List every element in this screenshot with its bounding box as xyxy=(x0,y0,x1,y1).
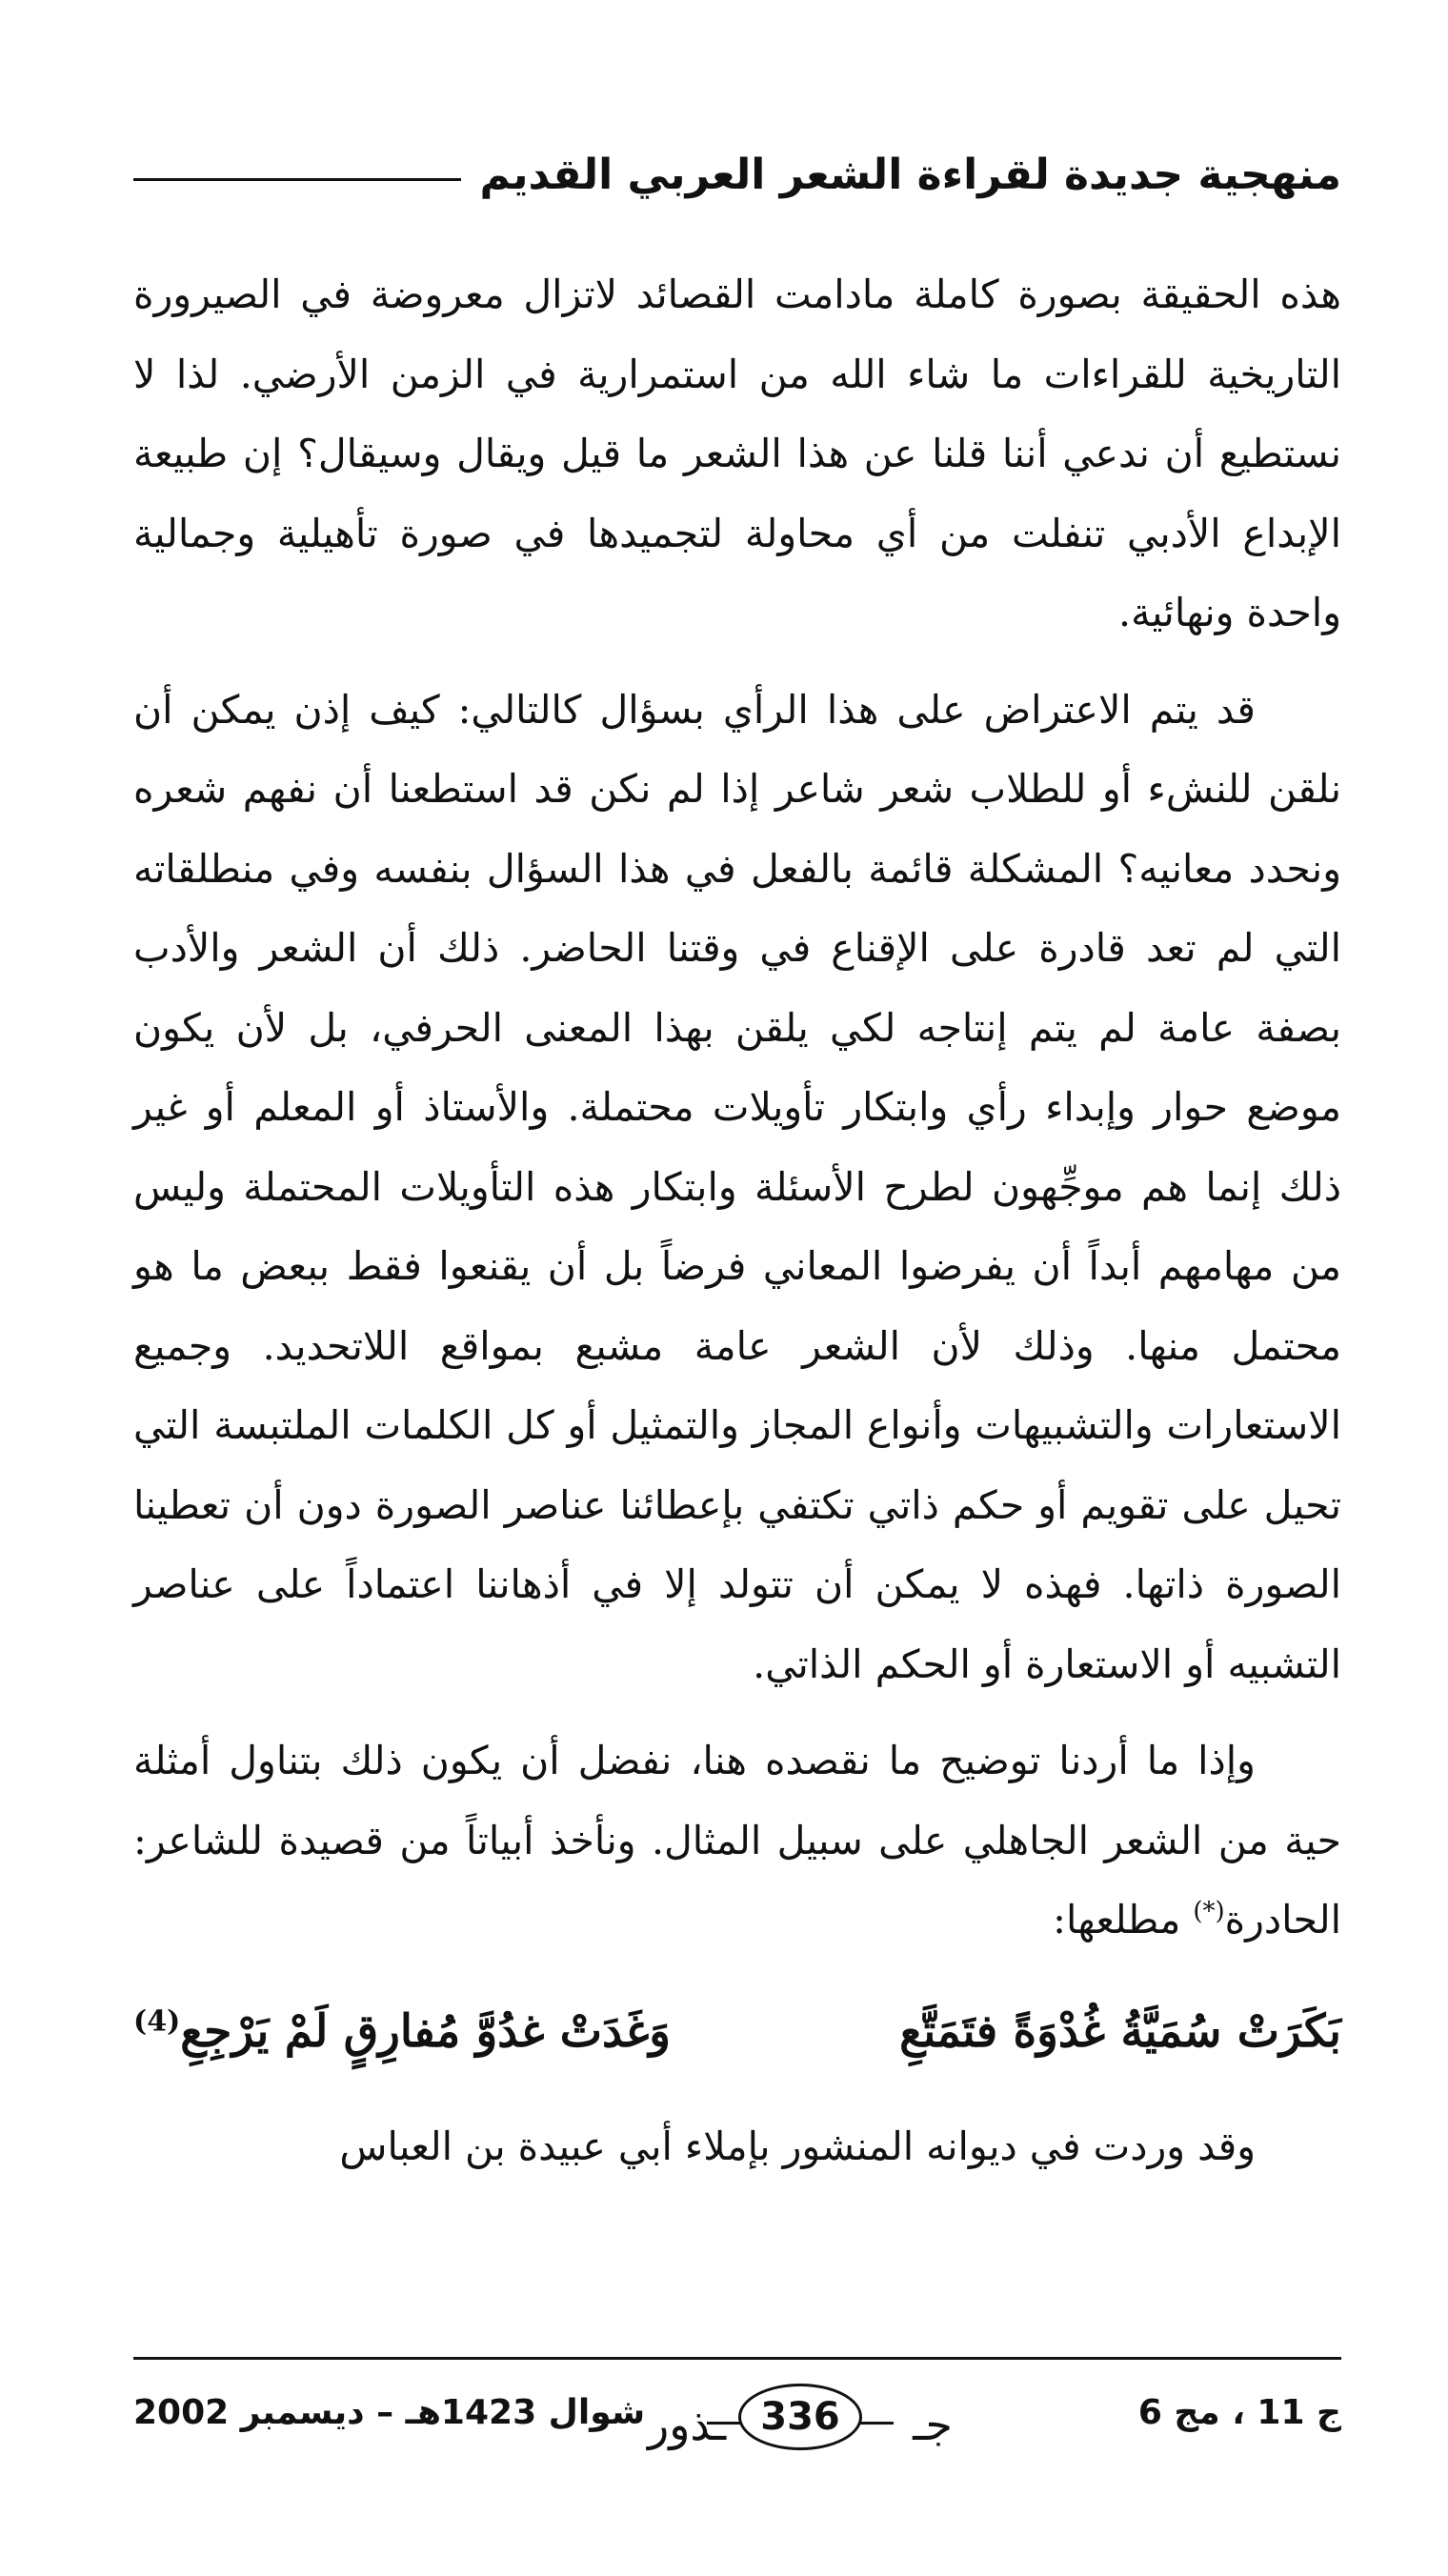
paragraph-4: وقد وردت في ديوانه المنشور بإملاء أبي عبيدة بن العباس xyxy=(339,2123,1256,2169)
footer-issue: ج 11 ، مج 6 xyxy=(1137,2393,1341,2432)
header-title: منهجية جديدة لقراءة الشعر العربي القديم xyxy=(479,150,1341,199)
footer-rule xyxy=(133,2357,1341,2360)
verse-footnote-ref: (4) xyxy=(133,2003,181,2038)
journal-logo xyxy=(648,2374,953,2460)
paragraph-3 xyxy=(133,1721,1341,1961)
paragraph-2: قد يتم الاعتراض على هذا الرأي بسؤال كالتالي: كيف إذن يمكن أن نلقن للنشء أو للطلاب شعر شاعر إذا لم نكن قد استطعنا أن نفهم شعره ونحدد معانيه؟ المشكلة قائمة بالفعل في هذا السؤال بنفسه وفي منطلقاته التي لم تعد قادرة على الإقناع في وقتنا الحاضر. ذلك أن الشعر والأدب بصفة عامة لم يتم إنتاجه لكي يلقن بهذا المعنى الحرفي، بل لأن يكون موضع حوار وإبداء رأي وابتكار تأويلات محتملة. والأستاذ أو المعلم أو غير ذلك إنما هم موجِّهون لطرح الأسئلة وابتكار هذه التأويلات المحتملة وليس من مهامهم أبداً أن يفرضوا المعاني فرضاً بل أن يقنعوا فقط ببعض ما هو محتمل منها. وذلك لأن الشعر عامة مشبع بمواقع اللاتحديد. وجميع الاستعارات والتشبيهات وأنواع المجاز والتمثيل أو كل الكلمات الملتبسة التي تحيل على تقويم أو حكم ذاتي تكتفي بإعطائنا عناصر الصورة دون أن تعطينا الصورة ذاتها. فهذه لا يمكن أن تتولد إلا في أذهاننا اعتماداً على عناصر التشبيه أو الاستعارة أو الحكم الذاتي. xyxy=(133,686,1341,1687)
footer-date: شوال 1423هـ – ديسمبر 2002 xyxy=(133,2393,646,2432)
journal-name-end: ـذور xyxy=(648,2399,727,2450)
paragraph-3-text-after: مطلعها: xyxy=(1053,1897,1194,1942)
header-rule xyxy=(133,178,461,181)
journal-name-start: جـ xyxy=(913,2399,953,2450)
paragraph-1: هذه الحقيقة بصورة كاملة مادامت القصائد لاتزال معروضة في الصيرورة التاريخية للقراءات ما شاء الله من استمرارية في الزمن الأرضي. لذا لا نستطيع أن ندعي أننا قلنا عن هذا الشعر ما قيل ويقال وسيقال؟ إن طبيعة الإبداع الأدبي تنفلت من أي محاولة لتجميدها في صورة تأهيلية وجمالية واحدة ونهائية. xyxy=(133,272,1341,635)
page-number: 336 xyxy=(738,2384,862,2450)
verse-hemistich-1: بَكَرَتْ سُمَيَّةُ غُدْوَةً فتَمَتَّعِ xyxy=(899,2004,1341,2058)
running-header xyxy=(133,141,1341,208)
paragraph-3-text: وإذا ما أردنا توضيح ما نقصده هنا، نفضل أن يكون ذلك بتناول أمثلة حية من الشعر الجاهلي على سبيل المثال. ونأخذ أبياتاً من قصيدة للشاعر: الحادرة xyxy=(133,1738,1341,1942)
footnote-mark: (*) xyxy=(1193,1897,1225,1926)
page-footer xyxy=(133,2374,1341,2469)
verse-hemistich-2-text: وَغَدَتْ غدُوَّ مُفارِقٍ لَمْ يَرْجِعِ xyxy=(180,2004,671,2058)
poem-verse xyxy=(133,1989,1341,2075)
verse-hemistich-2 xyxy=(133,1989,671,2075)
main-content xyxy=(133,255,1341,2204)
